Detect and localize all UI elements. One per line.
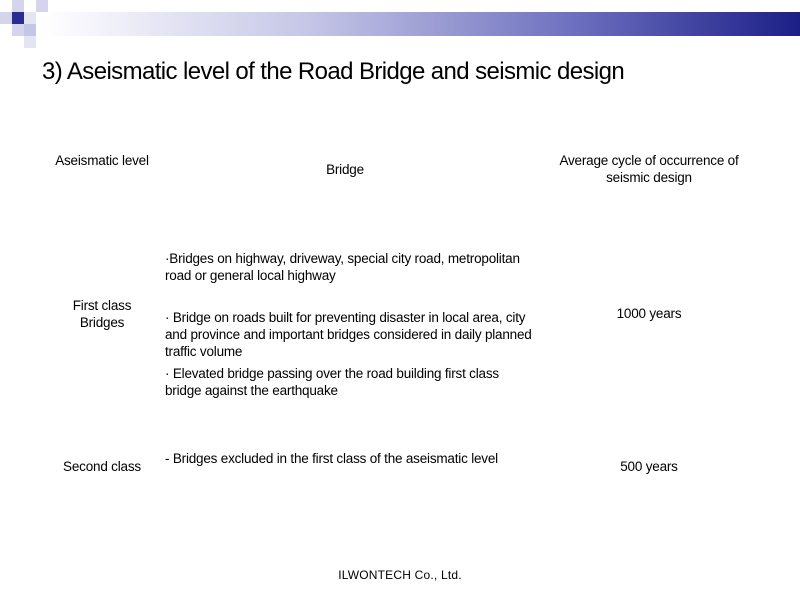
- row-first-class-average: 1000 years: [616, 306, 682, 321]
- row-first-class-bridge-item: · Bridge on roads built for preventing disaster in local area, city and province and important bridges considered in daily planned traffic volume: [165, 310, 532, 359]
- row-first-class-level: First class Bridges: [72, 298, 132, 330]
- row-second-class-level: Second class: [63, 459, 141, 474]
- slide-title: 3) Aseismatic level of the Road Bridge and seismic design: [42, 58, 625, 85]
- header-average-cycle: Average cycle of occurrence of seismic design: [559, 153, 739, 185]
- footer-company: ILWONTECH Co., Ltd.: [338, 568, 462, 582]
- header-gradient-bar: [44, 12, 800, 36]
- header-bridge: Bridge: [326, 162, 364, 177]
- header-aseismatic-level: Aseismatic level: [55, 153, 149, 168]
- row-second-class-average: 500 years: [620, 459, 678, 474]
- row-first-class-bridge-item: · Elevated bridge passing over the road building first class bridge against the earthquake: [165, 366, 499, 398]
- row-first-class-bridge-item: ·Bridges on highway, driveway, special city road, metropolitan road or general local highway: [165, 251, 520, 283]
- row-second-class-bridge-item: - Bridges excluded in the first class of the aseismatic level: [165, 451, 498, 466]
